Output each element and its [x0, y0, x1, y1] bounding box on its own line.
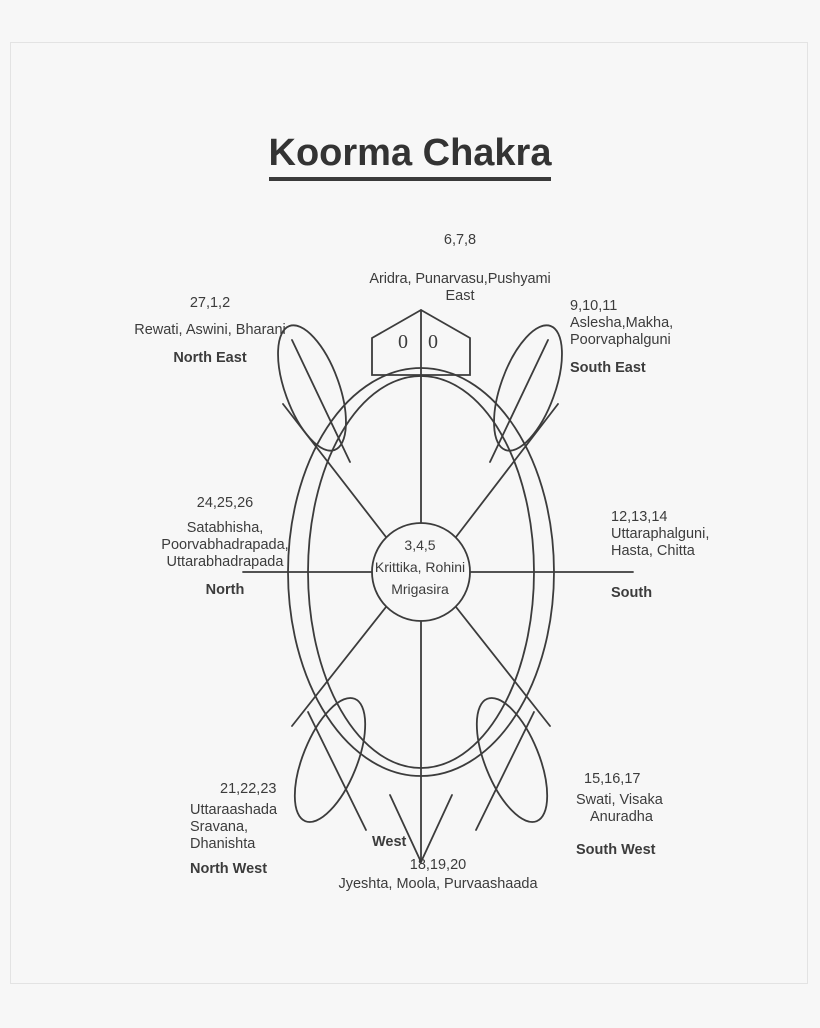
sector-south-east-nakshatras-2: Poorvaphalguni [570, 332, 671, 348]
sector-south-west-numbers: 15,16,17 [584, 771, 641, 787]
center-nakshatras-1: Krittika, Rohini [374, 559, 466, 575]
sector-south-nakshatras-1: Uttaraphalguni, [611, 526, 710, 542]
flipper-rear-left [280, 689, 380, 832]
sector-label-north-east [110, 295, 310, 367]
sector-west-direction: West [372, 834, 407, 850]
sector-north-nakshatras-3: Uttarabhadrapada [166, 554, 284, 570]
flipper-front-right [480, 317, 576, 460]
sector-north-west-nakshatras-1: Uttaraashada [190, 802, 278, 818]
sector-south-east-numbers: 9,10,11 [570, 298, 618, 314]
sector-label-south-west [576, 771, 663, 859]
sector-north-west-numbers: 21,22,23 [220, 781, 277, 797]
sector-west-nakshatras: Jyeshta, Moola, Purvaashaada [338, 876, 538, 892]
sector-south-east-nakshatras-1: Aslesha,Makha, [570, 315, 674, 331]
sector-north-west-nakshatras-3: Dhanishta [190, 836, 256, 852]
center-numbers: 3,4,5 [404, 537, 436, 553]
sector-north-east-numbers: 27,1,2 [189, 295, 231, 311]
sector-south-east-direction: South East [570, 360, 646, 376]
sector-south-west-nakshatras-2: Anuradha [590, 809, 653, 825]
page-title-text: Koorma Chakra [269, 132, 552, 181]
sector-south-numbers: 12,13,14 [611, 509, 668, 525]
sector-west-numbers: 18,19,20 [409, 857, 467, 873]
sector-label-north [140, 495, 310, 599]
center-label [360, 534, 480, 600]
sector-south-west-direction: South West [576, 842, 656, 858]
center-nakshatras-2: Mrigasira [391, 581, 449, 597]
sector-label-north-west [190, 781, 277, 878]
spoke-south-east [456, 404, 558, 537]
sector-label-south [611, 509, 709, 602]
sector-north-west-direction: North West [190, 861, 268, 877]
sector-north-direction: North [205, 582, 245, 598]
sector-north-west-nakshatras-2: Sravana, [190, 819, 249, 835]
sector-east-direction: East [445, 288, 475, 304]
sector-north-nakshatras-1: Satabhisha, [186, 520, 264, 536]
sector-label-east [310, 232, 610, 305]
flipper-rear-right [462, 689, 562, 832]
eye-right-icon: 0 [428, 331, 438, 353]
sector-north-numbers: 24,25,26 [196, 495, 254, 511]
sector-north-east-direction: North East [173, 350, 247, 366]
eye-left-icon: 0 [398, 331, 408, 353]
sector-east-nakshatras: Aridra, Punarvasu,Pushyami [369, 271, 551, 287]
sector-north-east-nakshatras: Rewati, Aswini, Bharani [134, 322, 286, 338]
sector-south-nakshatras-2: Hasta, Chitta [611, 543, 695, 559]
sector-label-west [318, 833, 558, 893]
sector-label-south-east [570, 298, 673, 377]
sector-south-direction: South [611, 585, 653, 601]
flipper-front-right-crease [490, 340, 548, 462]
sector-north-nakshatras-2: Poorvabhadrapada, [161, 537, 289, 553]
sector-east-numbers: 6,7,8 [443, 232, 477, 248]
sector-south-west-nakshatras-1: Swati, Visaka [576, 792, 663, 808]
